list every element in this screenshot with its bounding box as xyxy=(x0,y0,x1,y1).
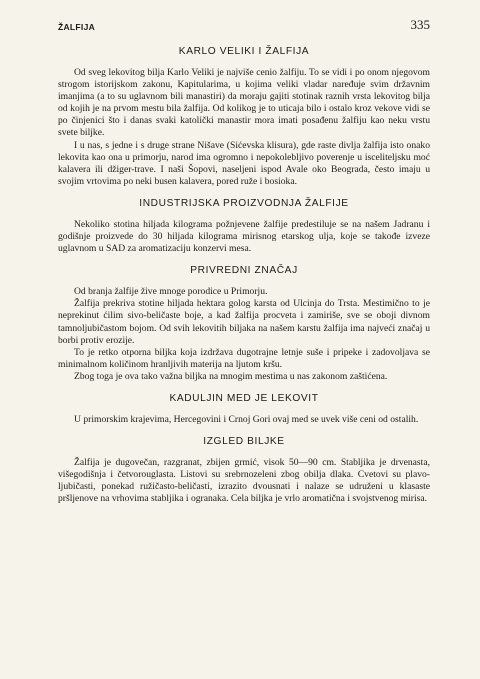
section-karlo-veliki xyxy=(58,46,430,188)
paragraph: Zbog toga je ova tako važna biljka na mnogim mestima u nas zakonom zaštićena. xyxy=(74,370,388,382)
paragraph: U primorskim krajevima, Hercegovini i Crnoj Gori ovaj med se uvek više ceni od ostalih. xyxy=(74,413,419,425)
section-izgled-biljke xyxy=(58,436,430,505)
paragraph: Nekoliko stotina hiljada kilograma požnjevene žalfije predestiluje se na našem Jadranu i godišnje proizvede do 30 hiljada kilograma mirisnog etarskog ulja, koje se takođe izveze uglavnom u SAD za aromatizaciju konzervi mesa. xyxy=(58,218,430,255)
paragraph: Žalfija je dugovečan, razgranat, zbijen grmić, visok 50—90 cm. Stabljika je drvenasta, višegodišnja i četvorouglasta. Listovi su srebrnozeleni zbog obilja dlaka. Cvetovi su plavo-ljubičasti, ponekad ružičasto-beličasti, izrazito dvousnati i nalaze se udruženi u klasaste pršljenove na vrhovima stabljika i ogranaka. Cela biljka je vrlo aromatična i svojstvenog mirisa. xyxy=(58,457,430,505)
paragraph: Od branja žalfije žive mnoge porodice u Primorju. xyxy=(74,286,268,298)
section-heading: KADULJIN MED JE LEKOVIT xyxy=(169,392,319,404)
section-heading: INDUSTRIJSKA PROIZVODNJA ŽALFIJE xyxy=(139,197,349,209)
page-body xyxy=(58,38,430,505)
paragraph: I u nas, s jedne i s druge strane Nišave (Sićevska klisura), gde raste divlja žalfija isto onako lekovita kao ona u primorju, narod ima ogromno i nepokolebljivo poverenje u isceliteljsku moć kalavera ili džiger-trave. I naši Šopovi, naseljeni ispod Avale oko Beograda, često imaju u svojim vrtovima po neki busen kalavera, pored ruže i bosioka. xyxy=(58,139,430,187)
paragraph: To je retko otporna biljka koja izdržava dugotrajne letnje suše i pripeke i zadovoljava se minimalnom količinom hranljivih materija na ljutom kršu. xyxy=(58,346,430,370)
section-heading: KARLO VELIKI I ŽALFIJA xyxy=(178,46,310,57)
section-heading: PRIVREDNI ZNAČAJ xyxy=(190,265,298,277)
section-industrijska-proizvodnja xyxy=(58,198,430,255)
section-heading: IZGLED BILJKE xyxy=(203,436,285,448)
section-kaduljin-med xyxy=(58,393,430,426)
page-number: 335 xyxy=(410,17,430,32)
paragraph: Od sveg lekovitog bilja Karlo Veliki je najviše cenio žalfiju. To se vidi i po onom njegovom strogom istorijskom zakonu, Kapitularima, u kojima veliki vladar naređuje svim državnim imanjima (a to su uglavnom bili manastiri) da moraju gajiti stotinak raznih vrsta lekovitog bilja od kojih je na prvom mestu bila žalfija. Od kolikog je to uticaja bilo i ostalo kroz vekove vidi se po činjenici što i danas svaki katolički manastir mora imati posađenu žalfiju kao neku vrstu svete biljke. xyxy=(58,67,430,139)
paragraph: Žalfija prekriva stotine hiljada hektara golog karsta od Ulcinja do Trsta. Mestimično to je neprekinut ćilim sivo-beličaste boje, a kad žalfija procveta i zamiriše, sve se oboji divnom tamnoljubičastom bojom. Od svih lekovitih biljaka na našem karstu žalfija ima najveći značaj u borbi protiv erozije. xyxy=(58,298,430,346)
running-title: ŽALFIJA xyxy=(58,22,96,32)
section-privredni-znacaj xyxy=(58,265,430,383)
